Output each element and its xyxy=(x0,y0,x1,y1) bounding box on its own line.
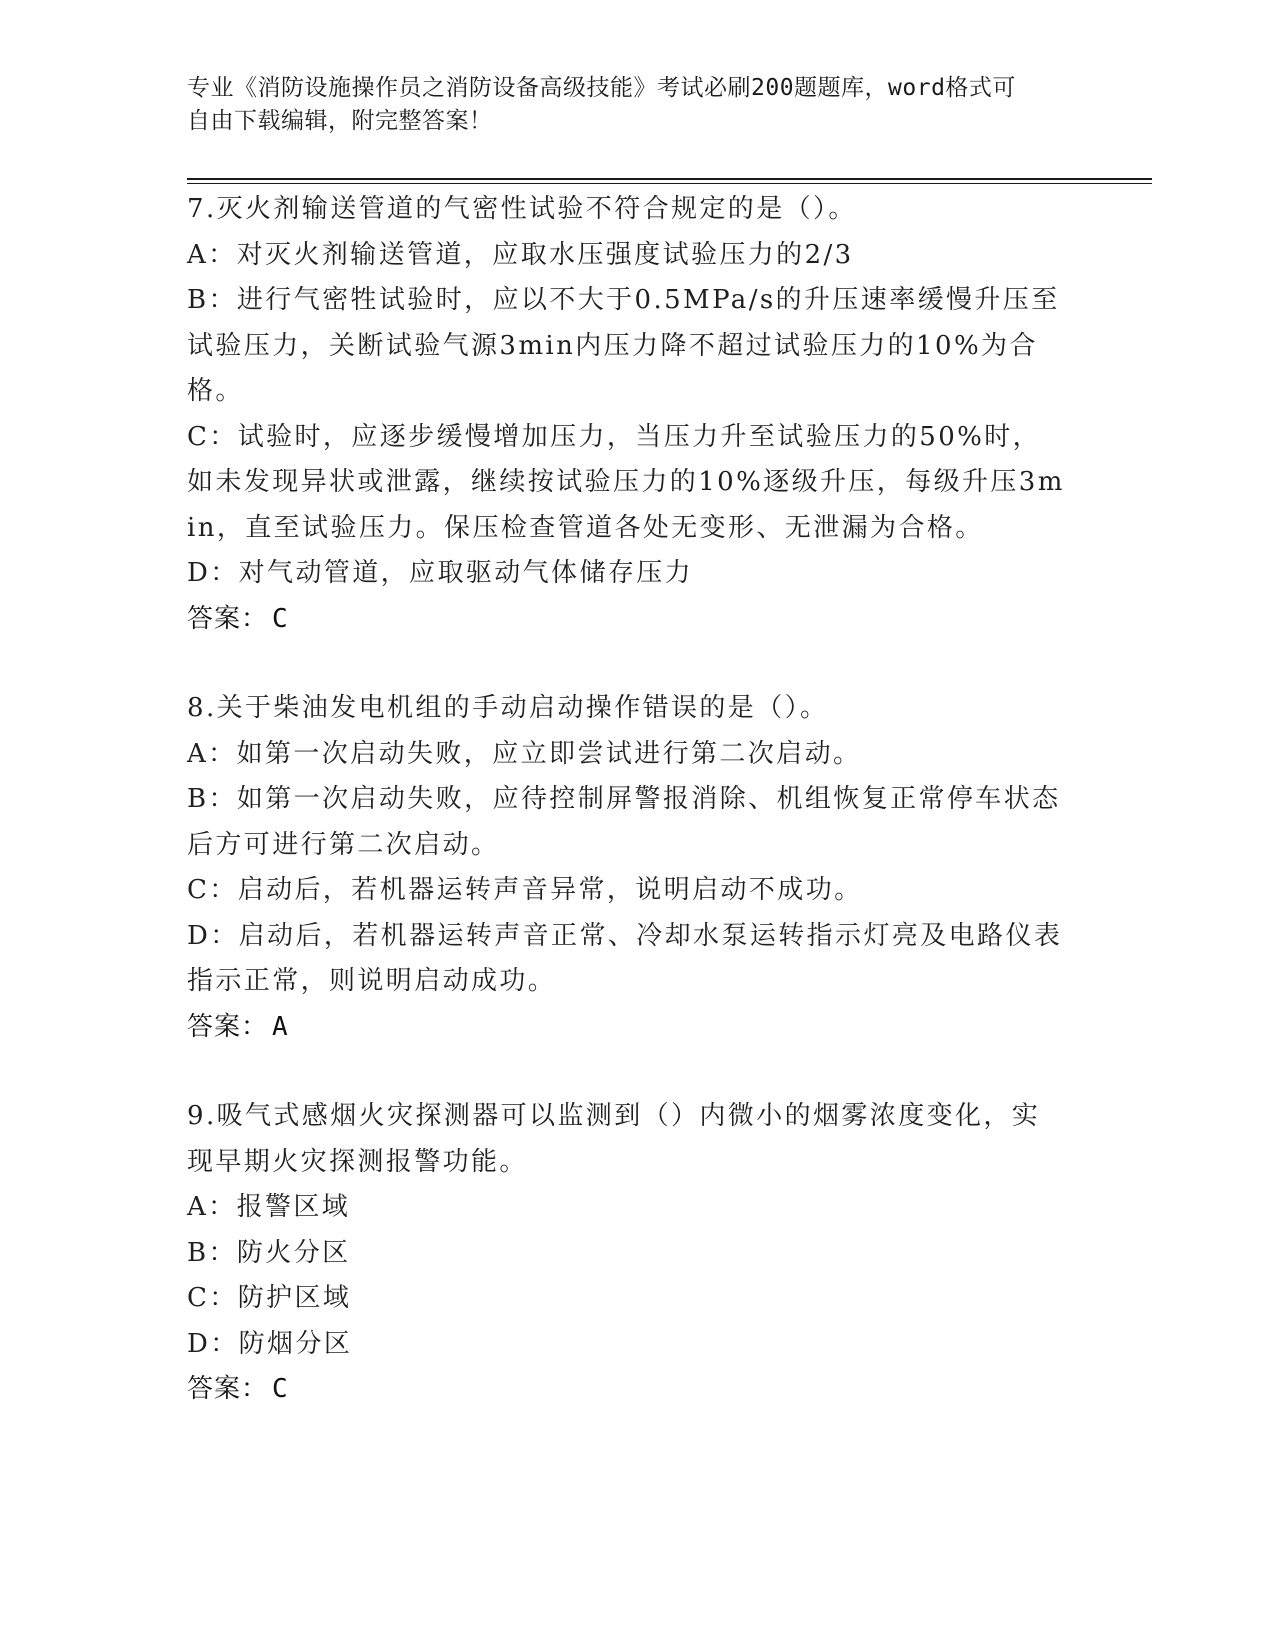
option-d: D：对气动管道，应取驱动气体储存压力 xyxy=(187,558,694,588)
document-header xyxy=(187,72,1067,138)
option-b: B：如第一次启动失败，应待控制屏警报消除、机组恢复正常停车状态后方可进行第二次启动。 xyxy=(187,784,1061,860)
question-8 xyxy=(187,686,1067,1050)
header-divider-thin xyxy=(187,183,1152,184)
answer-value: A xyxy=(272,1011,289,1042)
option-b: B：进行气密牲试验时，应以不大于0.5MPa/s的升压速率缓慢升压至试验压力，关断试验气源3min内压力降不超过试验压力的10%为合格。 xyxy=(187,285,1060,406)
option-c: C：试验时，应逐步缓慢增加压力，当压力升至试验压力的50%时，如未发现异状或泄露，继续按试验压力的10%逐级升压，每级升压3min，直至试验压力。保压检查管道各处无变形、无泄漏为合格。 xyxy=(187,421,1065,543)
option-a: A：报警区域 xyxy=(187,1192,351,1222)
option-a: A：对灭火剂输送管道，应取水压强度试验压力的2/3 xyxy=(187,239,854,270)
answer-value: C xyxy=(272,1374,289,1404)
answer-line xyxy=(187,597,1067,643)
answer-label: 答案： xyxy=(187,1374,269,1404)
question-stem: 9.吸气式感烟火灾探测器可以监测到（）内微小的烟雾浓度变化，实现早期火灾探测报警功能。 xyxy=(187,1101,1041,1177)
answer-label: 答案： xyxy=(187,603,269,634)
question-list xyxy=(187,187,1067,1457)
answer-value: C xyxy=(272,603,289,634)
answer-label: 答案： xyxy=(187,1011,269,1042)
question-stem: 8.关于柴油发电机组的手动启动操作错误的是（）。 xyxy=(187,693,829,723)
option-c: C：启动后，若机器运转声音异常，说明启动不成功。 xyxy=(187,875,863,905)
option-c: C：防护区域 xyxy=(187,1283,352,1313)
question-9 xyxy=(187,1094,1067,1413)
header-line-1: 专业《消防设施操作员之消防设备高级技能》考试必刷200题题库，word格式可 xyxy=(187,75,1016,101)
option-d: D：启动后，若机器运转声音正常、冷却水泵运转指示灯亮及电路仪表指示正常，则说明启动成功。 xyxy=(187,920,1063,996)
header-divider-thick xyxy=(187,178,1152,180)
option-d: D：防烟分区 xyxy=(187,1328,353,1359)
question-7 xyxy=(187,187,1067,642)
answer-line xyxy=(187,1005,1067,1051)
option-b: B：防火分区 xyxy=(187,1237,351,1268)
option-a: A：如第一次启动失败，应立即尝试进行第二次启动。 xyxy=(187,738,862,769)
answer-line xyxy=(187,1367,1067,1413)
question-stem: 7.灭火剂输送管道的气密性试验不符合规定的是（）。 xyxy=(187,194,857,224)
header-line-2: 自由下载编辑，附完整答案！ xyxy=(187,108,493,134)
